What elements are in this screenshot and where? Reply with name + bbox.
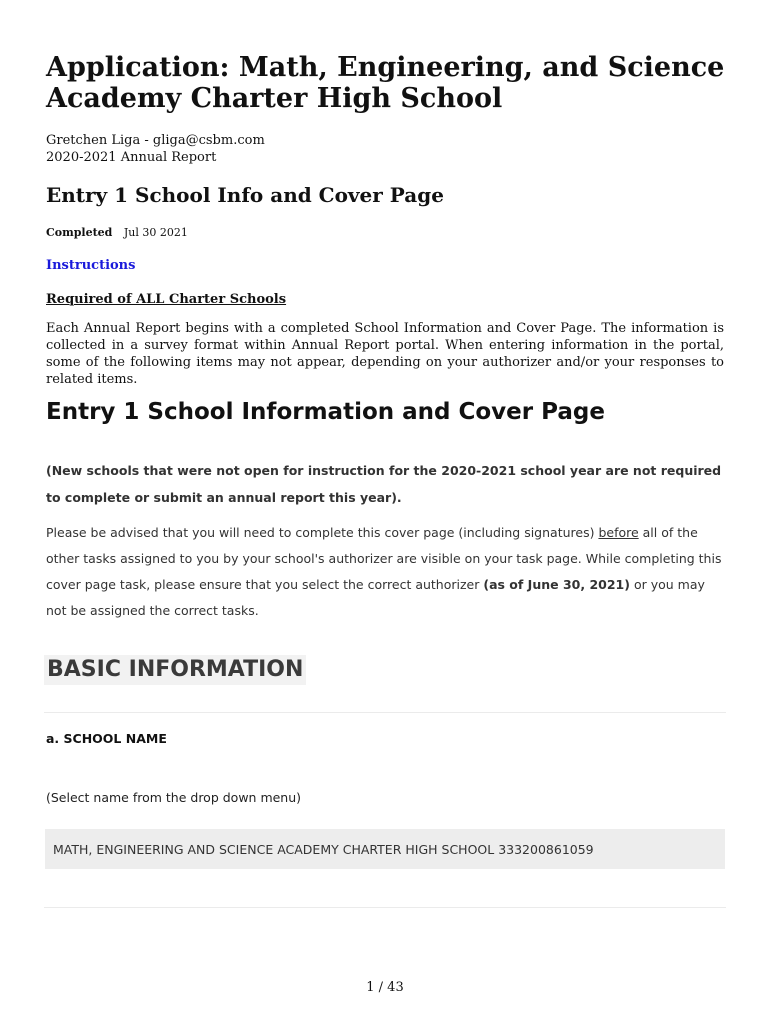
advice-underlined-text: before [598, 525, 639, 540]
section-title: Entry 1 School Information and Cover Page [46, 399, 605, 425]
school-name-value: MATH, ENGINEERING AND SCIENCE ACADEMY CHARTER HIGH SCHOOL 333200861059 [53, 841, 594, 857]
report-line: 2020-2021 Annual Report [46, 150, 217, 165]
page-number: 1 / 43 [366, 980, 404, 995]
status-label: Completed [46, 226, 113, 239]
author-line: Gretchen Liga - gliga@csbm.com [46, 133, 265, 148]
select-instruction: (Select name from the drop down menu) [46, 790, 302, 805]
instructions-link[interactable]: Instructions [46, 258, 136, 273]
divider [44, 712, 726, 713]
entry-title: Entry 1 School Info and Cover Page [46, 183, 444, 207]
divider [44, 907, 726, 908]
required-heading: Required of ALL Charter Schools [46, 292, 287, 307]
notice-paragraph: (New schools that were not open for instruction for the 2020-2021 school year are not required to complete or submit an annual report this year). [46, 463, 722, 505]
school-name-label: a. SCHOOL NAME [46, 731, 167, 746]
school-name-select[interactable] [45, 829, 725, 869]
document-title: Application: Math, Engineering, and Science Academy Charter High School [46, 52, 725, 114]
advice-paragraph [46, 520, 726, 624]
status-row [46, 226, 188, 240]
basic-information-heading: BASIC INFORMATION [44, 655, 306, 685]
status-date: Jul 30 2021 [123, 226, 188, 239]
advice-text-3: or you may not be assigned the correct tasks. [46, 577, 705, 618]
intro-paragraph: Each Annual Report begins with a completed School Information and Cover Page. The information is collected in a survey format within Annual Report portal. When entering information in the portal, some of the following items may not appear, depending on your authorizer and/or your responses to related items. [46, 321, 724, 387]
advice-bold-text: (as of June 30, 2021) [483, 577, 630, 592]
advice-text-1: Please be advised that you will need to complete this cover page (including signatures) [46, 525, 599, 540]
advice-text-2: all of the other tasks assigned to you by your school's authorizer are visible on your task page. While completing this cover page task, please ensure that you select the correct authorizer [46, 525, 722, 592]
